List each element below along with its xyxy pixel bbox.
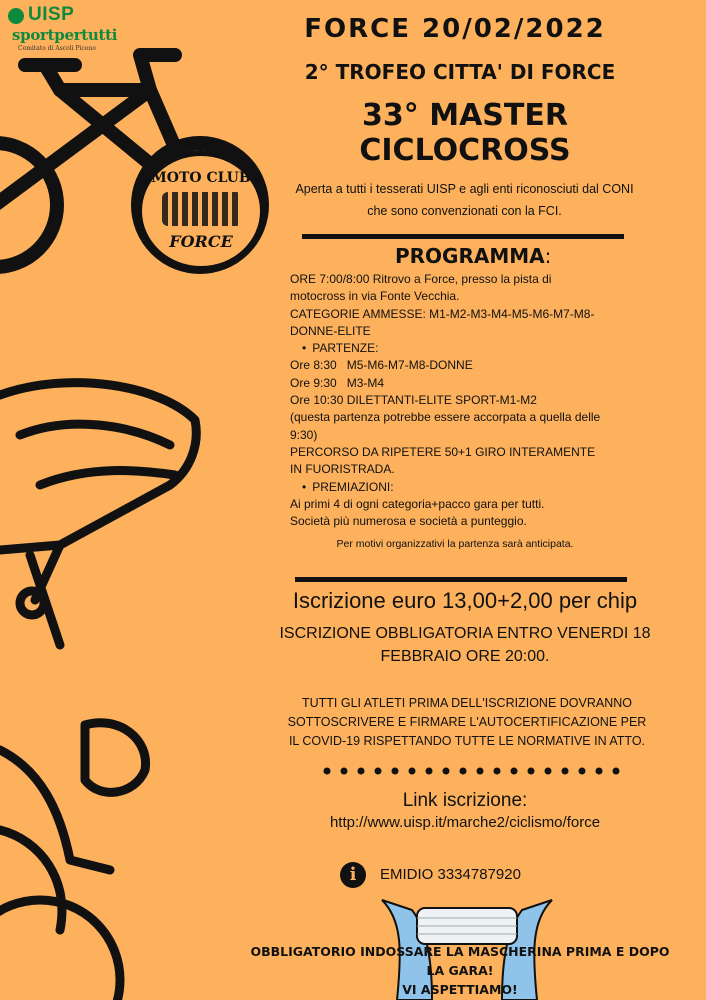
footer-message [250,942,670,999]
uisp-logo [8,4,118,56]
mask-notice: OBBLIGATORIO INDOSSARE LA MASCHERINA PRIMA E DOPO LA GARA! [250,944,670,978]
uisp-brand: UISP [28,4,75,25]
registration-deadline: ISCRIZIONE OBBLIGATORIA ENTRO VENERDI 18 FEBBRAIO ORE 20:00. [279,625,651,665]
moto-club-badge [136,150,266,272]
moto-rider-icon [162,192,242,226]
program-bullet: • PARTENZE: [290,340,610,357]
program-bullet: • PREMIAZIONI: [290,479,610,496]
programma-heading [395,244,551,268]
info-icon: i [340,862,366,888]
program-line: Ore 9:30 M3-M4 [290,375,385,390]
registration-link-label: Link iscrizione: [402,790,528,811]
covid-notice: TUTTI GLI ATLETI PRIMA DELL'ISCRIZIONE DOVRANNO SOTTOSCRIVERE E FIRMARE L'AUTOCERTIFICAZIONE PER IL COVID-19 RISPETTANDO TUTTE LE NORMATIVE IN ATTO. [287,696,647,748]
closing-message: VI ASPETTIAMO! [402,982,518,997]
registration-link[interactable]: http://www.uisp.it/marche2/ciclismo/force [329,814,601,831]
uisp-tagline: sportpertutti [12,26,118,44]
programma-colon: : [544,244,552,268]
programma-title: PROGRAMMA [395,244,545,268]
program-line: Ai primi 4 di ogni categoria+pacco gara per tutti. [290,496,545,511]
helmet-illustration [0,375,205,665]
trophy-title: 2° TROFEO CITTA' DI FORCE [304,60,616,84]
divider [295,577,627,582]
event-title: 33° MASTER CICLOCROSS [359,98,571,168]
program-line: PERCORSO DA RIPETERE 50+1 GIRO INTERAMENTE IN FUORISTRADA. [290,444,599,477]
uisp-subtitle: Comitato di Ascoli Piceno [18,45,96,52]
program-line: ORE 7:00/8:00 Ritrovo a Force, presso la pista di motocross in via Fonte Vecchia. [290,272,555,304]
cyclist-illustration [0,710,170,1000]
program-note: Per motivi organizzativi la partenza sarà anticipata. [336,538,574,551]
registration-fee: Iscrizione euro 13,00+2,00 per chip [292,588,638,613]
program-line: Ore 10:30 DILETTANTI-ELITE SPORT-M1-M2 [290,393,537,408]
dotted-divider [322,764,622,778]
contact-phone: EMIDIO 3334787920 [380,866,521,883]
event-date: FORCE 20/02/2022 [304,14,606,44]
badge-bottom-text: FORCE [169,232,233,251]
program-line: Società più numerosa e società a punteggio. [290,514,527,529]
uisp-logo-icon [8,8,24,24]
programma-list [290,271,610,554]
program-line: Ore 8:30 M5-M6-M7-M8-DONNE [290,358,473,373]
badge-top-text: MOTO CLUB [151,170,251,186]
divider [302,234,624,239]
program-line: CATEGORIE AMMESSE: M1-M2-M3-M4-M5-M6-M7-M8-DONNE-ELITE [290,306,595,338]
intro-text: Aperta a tutti i tesserati UISP e agli enti riconosciuti dal CONI che sono convenzionati con la FCI. [295,182,634,218]
program-line: (questa partenza potrebbe essere accorpata a quella delle 9:30) [290,410,604,442]
